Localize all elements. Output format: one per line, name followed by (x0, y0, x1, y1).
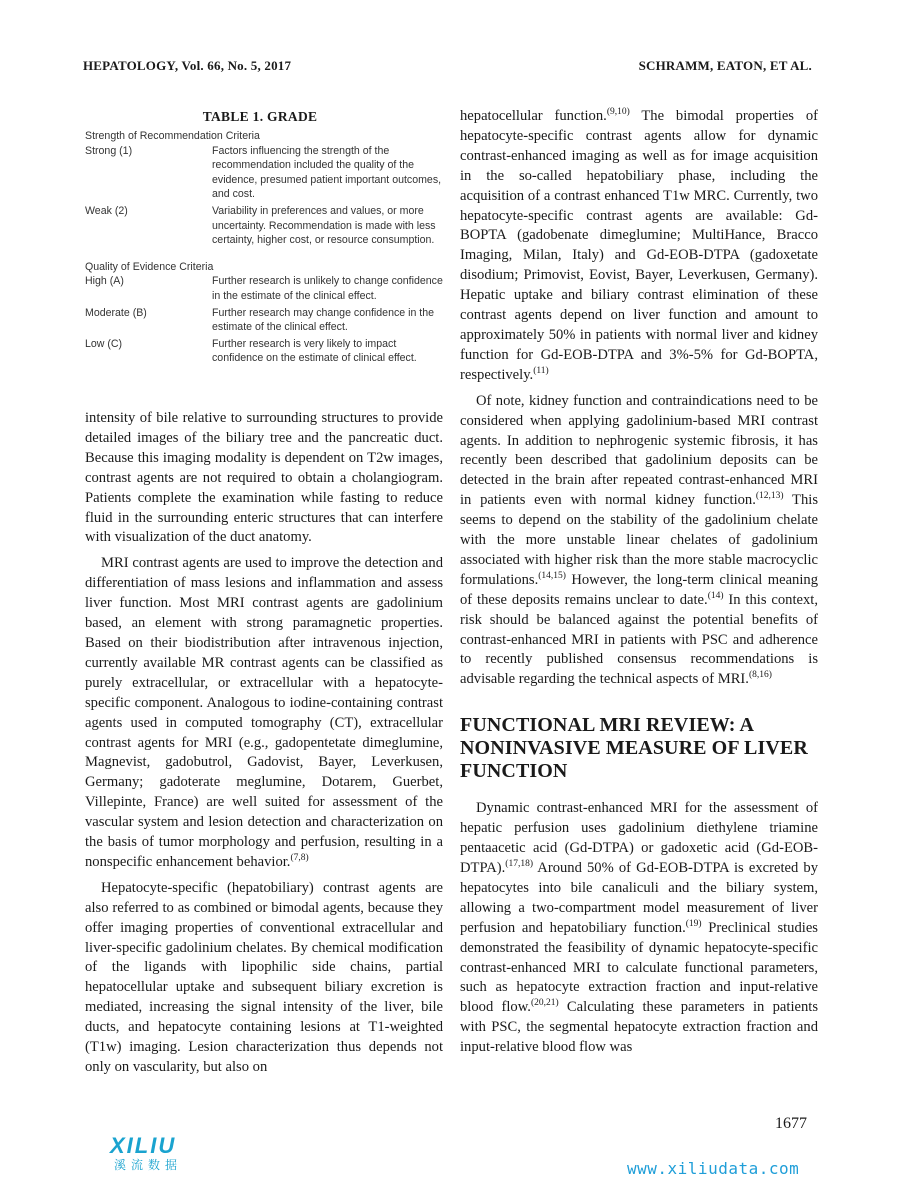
table-row (85, 274, 443, 303)
table-row-value: Variability in preferences and values, or more uncertainty. Recommendation is made with less certainty, higher cost, or resource consumption. (212, 204, 436, 247)
table-row (85, 204, 443, 248)
table-section-strength: Strength of Recommendation Criteria (85, 130, 260, 142)
logo-wordmark: XILIU (110, 1133, 177, 1158)
watermark-url: www.xiliudata.com (627, 1159, 800, 1178)
section-heading: FUNCTIONAL MRI REVIEW: A NONINVASIVE MEASURE OF LIVER FUNCTION (460, 714, 808, 783)
citation: (17,18) (505, 859, 533, 869)
table-row-key: Moderate (B) (85, 306, 147, 319)
citation: (19) (685, 918, 702, 929)
table-grade (85, 109, 443, 366)
citation: (9,10) (606, 107, 630, 117)
running-header-authors: SCHRAMM, EATON, ET AL. (638, 58, 812, 73)
page-number: 1677 (775, 1115, 807, 1132)
running-header-journal: HEPATOLOGY, Vol. 66, No. 5, 2017 (83, 58, 292, 73)
table-row-key: High (A) (85, 275, 124, 288)
paragraph: Of note, kidney function and contraindications need to be considered when applying gadolinium-based MRI contrast agents. In addition to nephrogenic systemic fibrosis, it has recently been described that gadolinium deposits can be detected in the brain after repeated contrast-enhanced MRI in patients even with normal kidney function.$^{(12,13)}$ This seems to depend on the stability of the gadolinium chelate with the more unstable linear chelates of gadolinium associated with higher risk than the more stable macrocyclic formulations.$^{(14,15)}$ However, the long-term clinical meaning of these deposits remains unclear to date.$^{(14)}$ In this context, risk should be balanced against the potential benefits of contrast-enhanced MRI in patients with PSC and adherence to recently published consensus recommendations is advisable regarding the technical aspects of MRI.$^{(8,16)}$ (460, 392, 818, 688)
citation: (11) (533, 365, 549, 376)
table-row-key: Low (C) (85, 337, 123, 350)
table-row (85, 337, 443, 366)
left-column (85, 409, 443, 1078)
table-row-value: Factors influencing the strength of the recommendation included the quality of the evidence, presumed patient important outcomes, and cost. (212, 144, 442, 201)
logo-chinese-text: 溪流数据 (114, 1158, 183, 1172)
paragraph: Hepatocyte-specific (hepatobiliary) contrast agents are also referred to as combined or bimodal agents, because they offer imaging properties of conventional extracellular and liver-specific gadolinium chelates. By chemical modification of the ligands with lipophilic side chains, partial hepatocellular uptake and subsequent biliary excretion is mediated, increasing the signal intensity of the liver, bile ducts, and hepatocyte containing lesions at T1-weighted (T1w) imaging. Lesion characterization thus depends not only on vascularity, but also on (85, 879, 443, 1075)
table-title: TABLE 1. GRADE (202, 109, 318, 124)
citation: (12,13) (755, 491, 784, 502)
citation: (8,16) (748, 670, 772, 681)
paragraph: MRI contrast agents are used to improve the detection and differentiation of mass lesions and inflammation and assess liver function. Most MRI contrast agents are gadolinium based, an element with strong paramagnetic properties. Based on their biodistribution after intravenous injection, currently available MR contrast agents can be classified as purely extracellular, or extracellular with a hepatocyte-specific component. Analogous to iodine-containing contrast agents used in computed tomography (CT), extracellular contrast agents for MRI (e.g., gadopentetate dimeglumine, Magnevist, gadobutrol, Gadovist, Bayer, Leverkusen, Germany; gadoterate meglumine, Dotarem, Guerbet, Villepinte, France) are well suited for assessment of the vascular system and lesion detection and characterization on the basis of tumor morphology and perfusion, resulting in a nonspecific enhancement behavior.$^{(7,8)}$ (85, 555, 443, 870)
right-column (460, 107, 818, 1058)
citation: (14,15) (538, 570, 566, 581)
table-row-value: Further research may change confidence in the estimate of the clinical effect. (212, 306, 435, 334)
citation: (20,21) (530, 998, 559, 1009)
citation: (7,8) (290, 852, 309, 863)
table-row-value: Further research is unlikely to change confidence in the estimate of the clinical effect. (212, 275, 443, 302)
table-row (85, 144, 443, 202)
citation: (14) (707, 590, 724, 601)
paragraph: intensity of bile relative to surrounding structures to provide detailed images of the biliary tree and the pancreatic duct. Because this imaging modality is dependent on T2w images, contrast agents are not required to obtain a cholangiogram. Patients complete the examination while fasting to reduce fluid in the surrounding enteric structures that can interfere with visualization of the duct anatomy. (85, 410, 443, 546)
xiliu-logo (110, 1135, 202, 1175)
table-section-quality: Quality of Evidence Criteria (85, 260, 214, 273)
table-row-key: Strong (1) (85, 144, 133, 157)
paragraph: hepatocellular function.$^{(9,10)}$ The bimodal properties of hepatocyte-specific contrast agents allow for dynamic contrast-enhanced imaging as well as for image acquisition in the so-called hepatobiliary phase, including the acquisition of a contrast enhanced T1w MRC. Currently, two hepatocyte-specific contrast agents are available: Gd-BOPTA (gadobenate dimeglumine; MultiHance, Bracco Imaging, Milan, Italy) and Gd-EOB-DTPA (gadoxetate disodium; Primovist, Eovist, Bayer, Leverkusen, Germany). Hepatic uptake and biliary contrast elimination of these contrast agents depend on liver function and amount to approximately 50% in patients with normal liver and kidney function for Gd-EOB-DTPA and 3%-5% for Gd-BOPTA, respectively.$^{(11)}$ (460, 107, 818, 383)
table-row (85, 306, 443, 335)
table-row-value: Further research is very likely to impact confidence on the estimate of clinical effect. (212, 337, 417, 365)
table-row-key: Weak (2) (85, 204, 128, 217)
paragraph: Dynamic contrast-enhanced MRI for the assessment of hepatic perfusion uses gadolinium diethylene triamine pentaacetic acid (Gd-DTPA) or gadoxetic acid (Gd-EOB-DTPA).$^{(17,18)}$ Around 50% of Gd-EOB-DTPA is excreted by hepatocytes into bile canaliculi and the biliary system, allowing a two-compartment model measurement of liver perfusion and hepatobiliary function.$^{(19)}$ Preclinical studies demonstrated the feasibility of dynamic hepatocyte-specific contrast-enhanced MRI to calculate functional parameters, such as hepatocyte extraction fraction and input-relative blood flow.$^{(20,21)}$ Calculating these parameters in patients with PSC, the segmental hepatocyte extraction fraction and input-relative blood flow was (460, 800, 819, 1056)
